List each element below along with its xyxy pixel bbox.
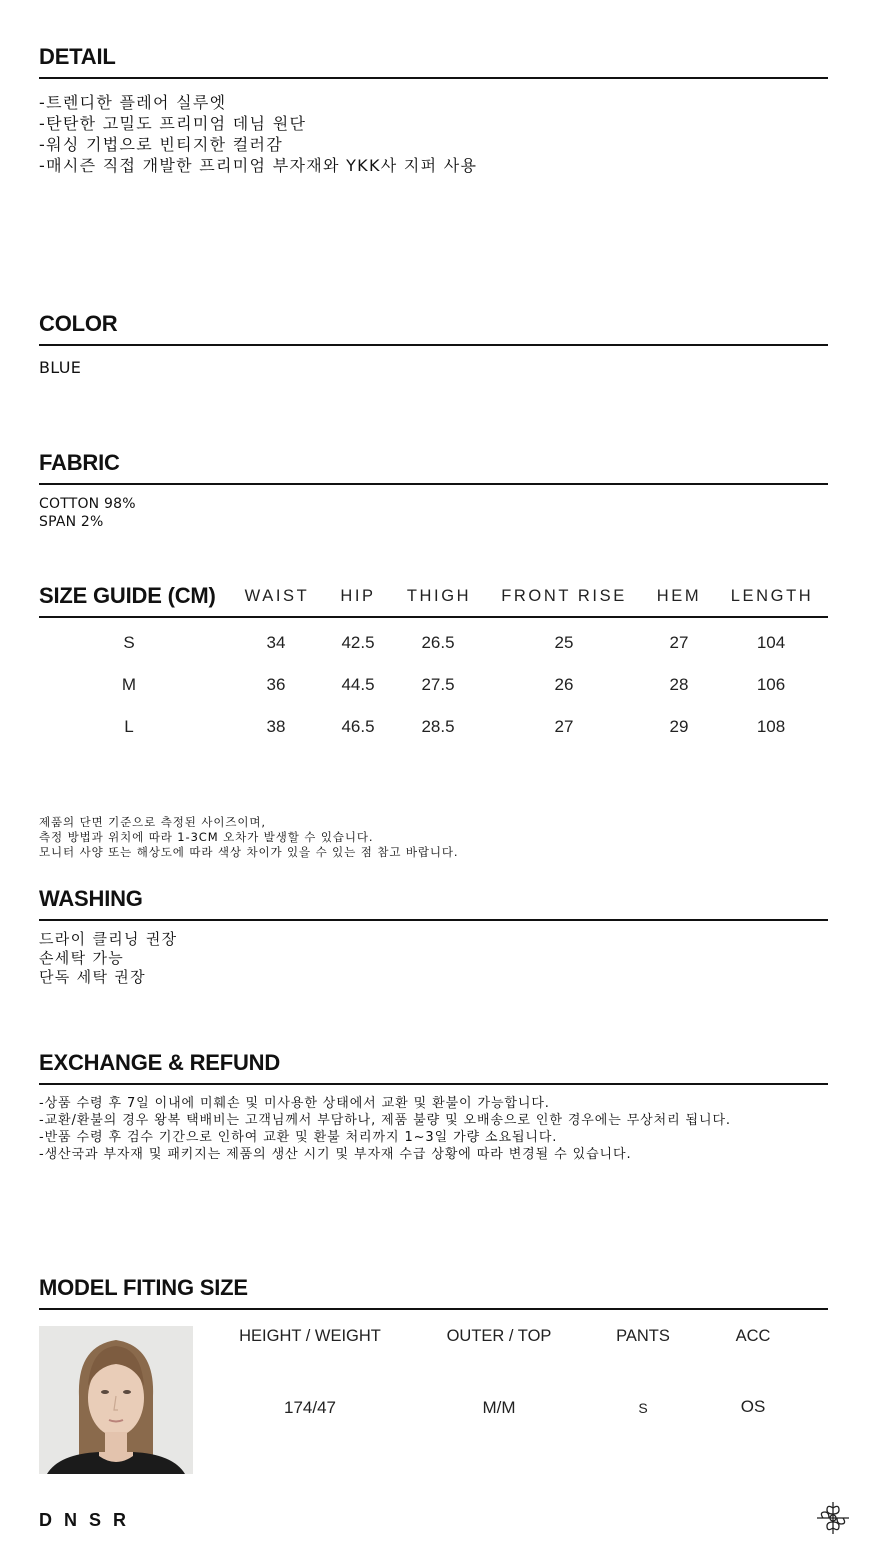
model-heading: MODEL FITING SIZE <box>39 1275 248 1300</box>
size-cell: 34 <box>266 633 286 652</box>
exchange-line: -생산국과 부자재 및 패키지는 제품의 생산 시기 및 부자재 수급 상황에 따라 변경될 수 있습니다. <box>39 1147 632 1162</box>
size-cell: 26.5 <box>421 633 455 652</box>
ornament-cross-icon <box>815 1500 851 1536</box>
size-cell: 42.5 <box>341 633 375 652</box>
size-cell: 27 <box>554 717 574 736</box>
size-cell: 27.5 <box>421 675 455 694</box>
washing-line: 드라이 클리닝 권장 <box>39 930 178 948</box>
size-cell: 106 <box>756 675 786 694</box>
divider <box>39 1308 828 1310</box>
fabric-line: COTTON 98% <box>39 496 136 512</box>
exchange-line: -교환/환불의 경우 왕복 택배비는 고객님께서 부담하나, 제품 불량 및 오배송으로 인한 경우에는 무상처리 됩니다. <box>39 1113 731 1128</box>
size-column-header: LENGTH <box>730 587 814 605</box>
model-column-header: PANTS <box>616 1327 670 1345</box>
model-column-header: ACC <box>735 1327 771 1345</box>
model-column-header: OUTER / TOP <box>446 1327 552 1345</box>
model-value: 174/47 <box>284 1398 336 1417</box>
exchange-line: -반품 수령 후 검수 기간으로 인하여 교환 및 환불 처리까지 1~3일 가량 소요됩니다. <box>39 1130 558 1145</box>
size-cell: 44.5 <box>341 675 375 694</box>
color-heading: COLOR <box>39 311 118 336</box>
size-column-header: FRONT RISE <box>501 587 627 605</box>
model-value: S <box>638 1400 648 1416</box>
size-guide-heading: SIZE GUIDE (CM) <box>39 583 216 608</box>
washing-line: 손세탁 가능 <box>39 949 125 967</box>
detail-list <box>39 92 477 176</box>
divider <box>39 919 828 921</box>
brand-logo[interactable]: DNSR <box>39 1510 139 1530</box>
size-cell: 25 <box>554 633 574 652</box>
note-line: 측정 방법과 위치에 따라 1-3CM 오차가 발생할 수 있습니다. <box>39 830 374 844</box>
size-cell: 26 <box>554 675 574 694</box>
size-column-header: HEM <box>656 587 702 605</box>
size-column-header: THIGH <box>406 587 472 605</box>
size-label: M <box>121 675 137 694</box>
model-photo <box>39 1326 193 1474</box>
exchange-list <box>39 1095 731 1163</box>
size-column-header: WAIST <box>244 587 310 605</box>
size-cell: 28 <box>669 675 689 694</box>
size-cell: 46.5 <box>341 717 375 736</box>
detail-line: -탄탄한 고밀도 프리미엄 데님 원단 <box>39 114 307 133</box>
divider <box>39 77 828 79</box>
divider <box>39 483 828 485</box>
size-cell: 28.5 <box>421 717 455 736</box>
note-line: 제품의 단면 기준으로 측정된 사이즈이며, <box>39 815 266 829</box>
size-label: L <box>124 717 134 736</box>
detail-line: -매시즌 직접 개발한 프리미엄 부자재와 YKK사 지퍼 사용 <box>39 156 478 175</box>
detail-line: -워싱 기법으로 빈티지한 컬러감 <box>39 135 284 154</box>
washing-list <box>39 930 177 987</box>
detail-heading: DETAIL <box>39 44 116 69</box>
divider <box>39 344 828 346</box>
model-value: OS <box>740 1397 766 1416</box>
size-notes <box>39 815 459 860</box>
size-cell: 36 <box>266 675 286 694</box>
fabric-list <box>39 495 136 531</box>
washing-heading: WASHING <box>39 886 143 911</box>
size-cell: 38 <box>266 717 286 736</box>
size-cell: 27 <box>669 633 689 652</box>
fabric-heading: FABRIC <box>39 450 120 475</box>
divider <box>39 616 828 618</box>
detail-line: -트렌디한 플레어 실루엣 <box>39 93 227 112</box>
note-line: 모니터 사양 또는 해상도에 따라 색상 차이가 있을 수 있는 점 참고 바랍니다. <box>39 845 459 859</box>
size-cell: 108 <box>756 717 786 736</box>
size-column-header: HIP <box>340 587 376 605</box>
size-cell: 104 <box>756 633 786 652</box>
washing-line: 단독 세탁 권장 <box>39 968 146 986</box>
size-cell: 29 <box>669 717 689 736</box>
divider <box>39 1083 828 1085</box>
model-column-header: HEIGHT / WEIGHT <box>239 1327 381 1345</box>
color-value: BLUE <box>39 358 82 377</box>
exchange-heading: EXCHANGE & REFUND <box>39 1050 281 1075</box>
size-label: S <box>123 633 135 652</box>
exchange-line: -상품 수령 후 7일 이내에 미훼손 및 미사용한 상태에서 교환 및 환불이 가능합니다. <box>39 1096 550 1111</box>
model-value: M/M <box>482 1398 516 1417</box>
fabric-line: SPAN 2% <box>39 514 104 530</box>
